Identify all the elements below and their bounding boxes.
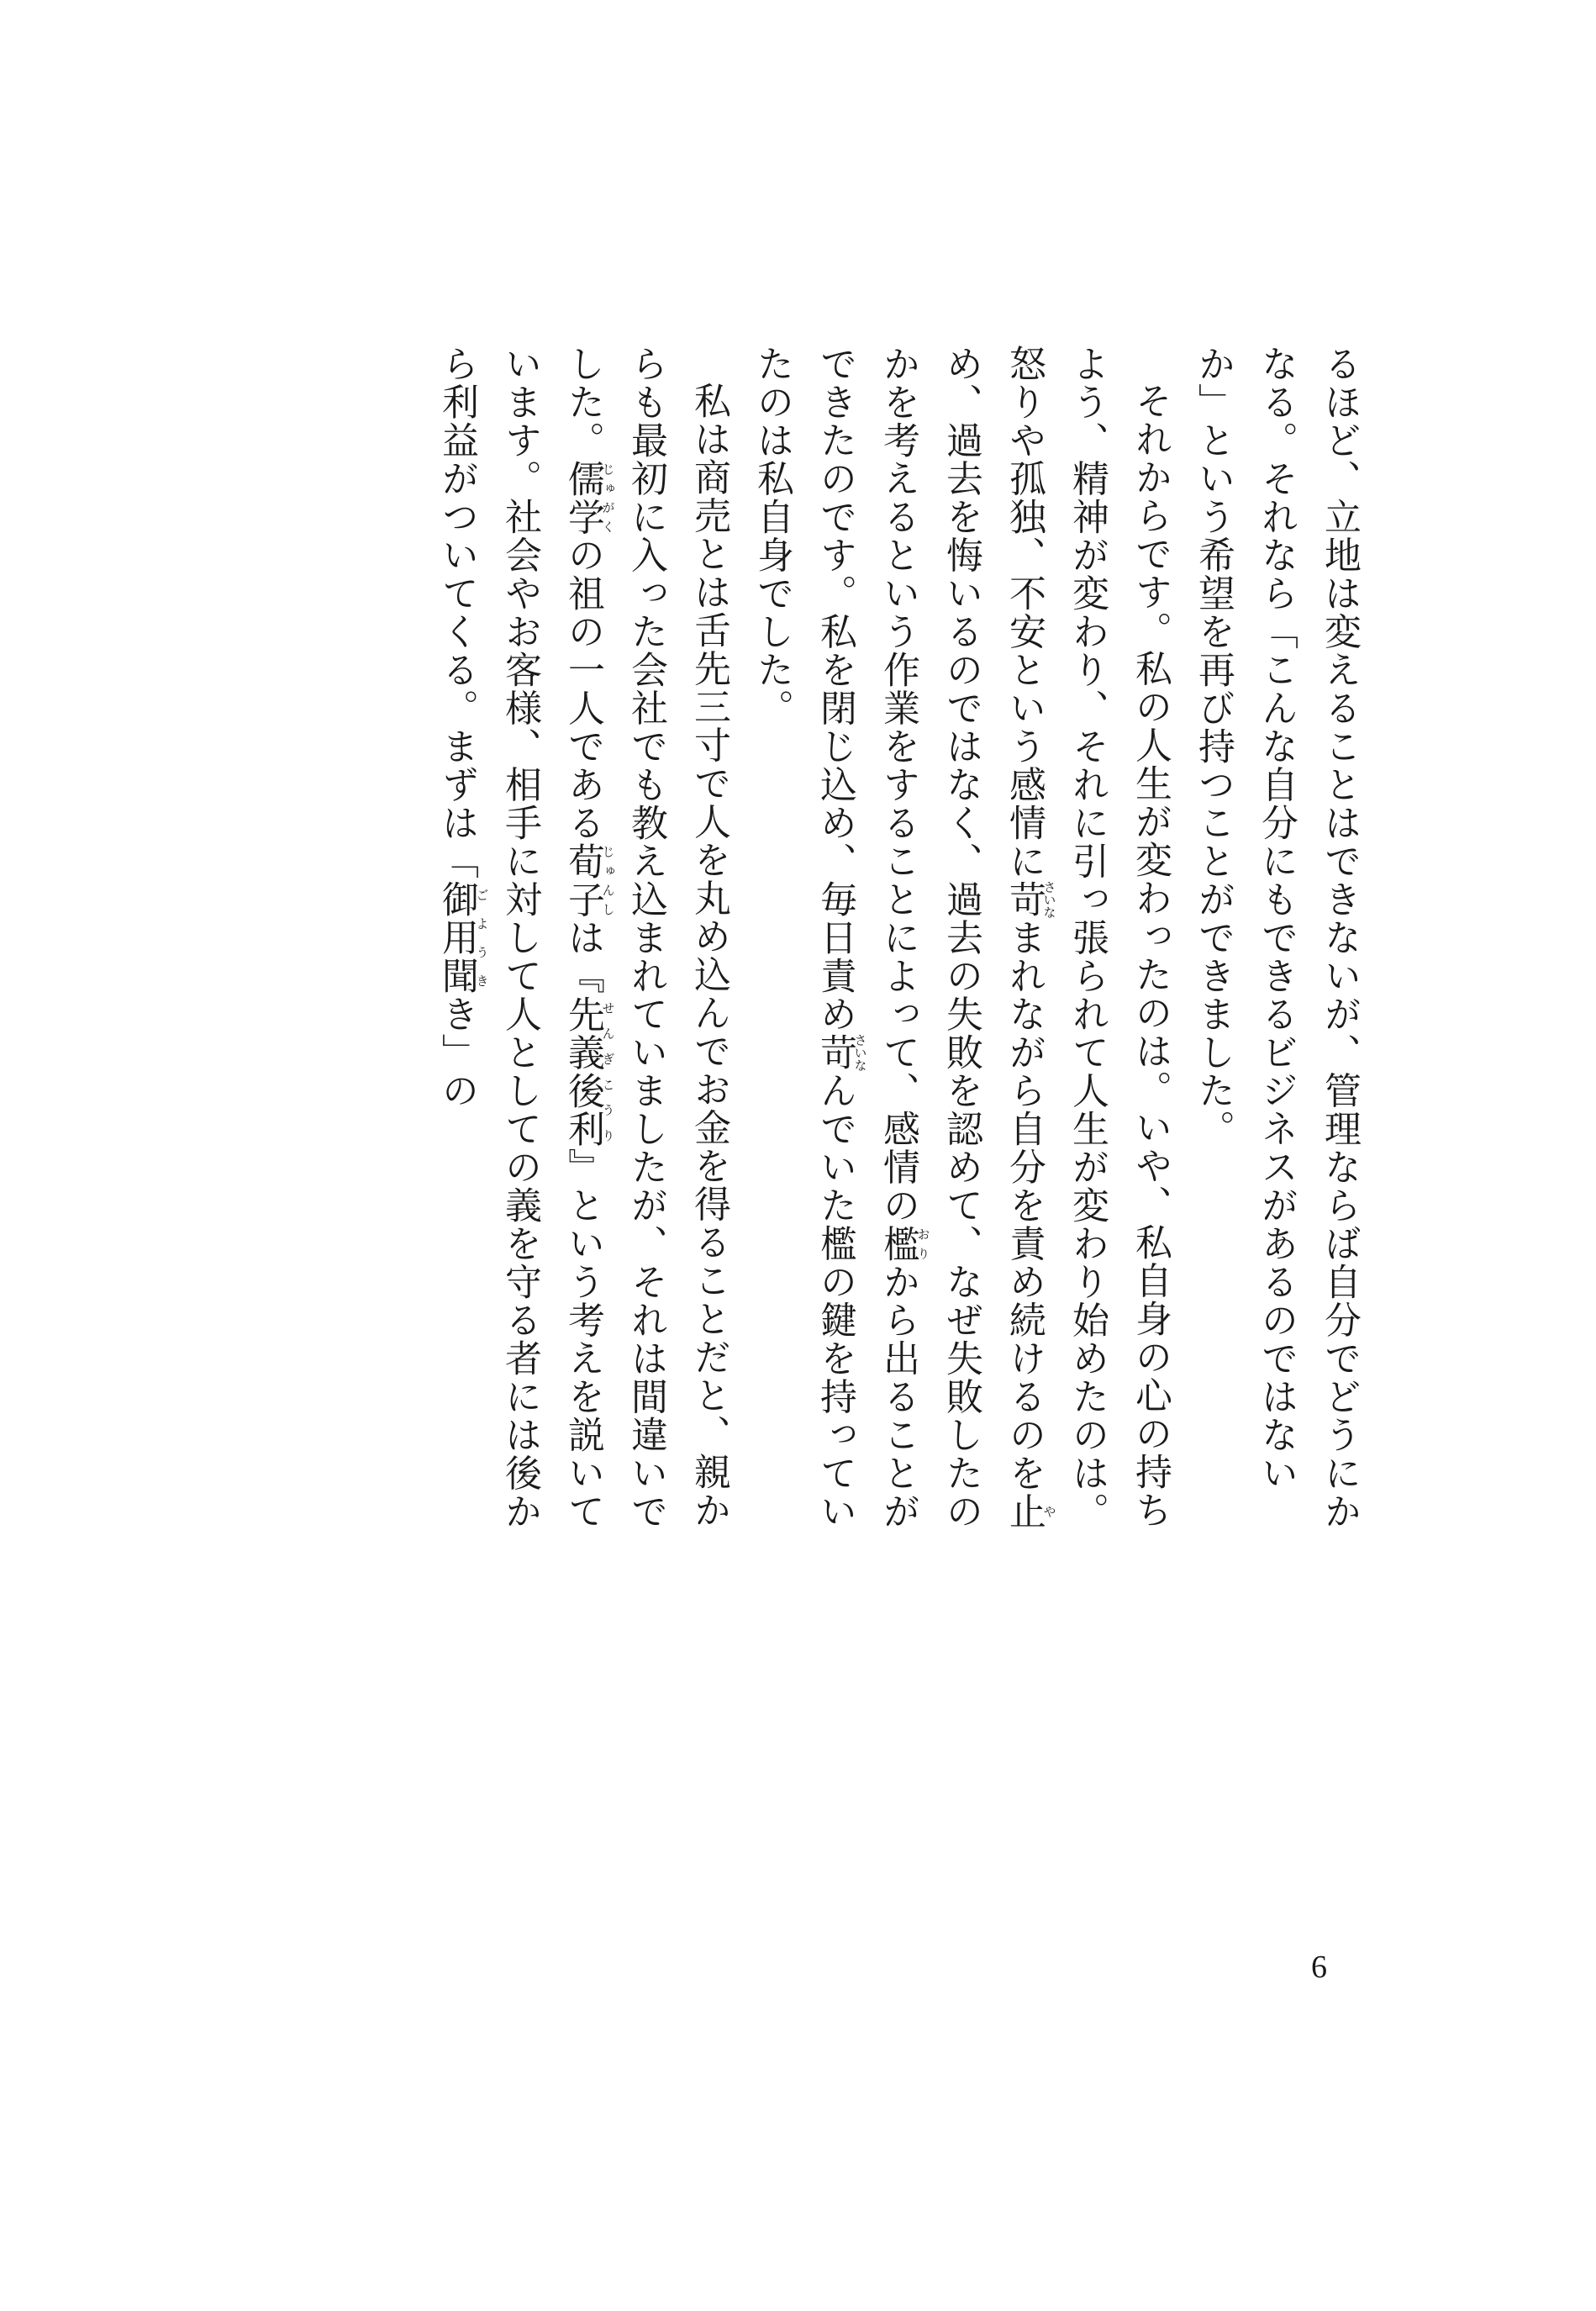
text-run: から出ることができたのです。私を閉じ込め、毎日責め bbox=[814, 345, 919, 1531]
ruby-annotation: 先義後利せんぎこうり bbox=[561, 995, 616, 1148]
text-run: は『 bbox=[561, 918, 604, 995]
vertical-text-body bbox=[425, 345, 1371, 1538]
paragraph bbox=[1182, 345, 1371, 1538]
ruby-annotation: 止や bbox=[1003, 1492, 1057, 1531]
text-run: それからです。私の人生が変わったのは。いや、私自身の心の持ちよう、精神が変わり、それに引っ張られて人生が変わり始めたのは。怒りや孤独、不安という感情に bbox=[1003, 345, 1172, 1531]
ruby-annotation: 儒学じゅがく bbox=[561, 459, 616, 536]
text-run: き」の bbox=[435, 995, 478, 1110]
paragraph bbox=[740, 345, 1182, 1538]
ruby-annotation: 荀子じゅんし bbox=[561, 842, 616, 919]
text-run: んでいた檻の鍵を持っていたのは私自身でした。 bbox=[751, 345, 856, 1531]
ruby-annotation: 苛さいな bbox=[814, 1033, 868, 1072]
text-run: の祖の一人である bbox=[561, 536, 604, 842]
ruby-annotation: 苛さいな bbox=[1003, 880, 1057, 919]
paragraph bbox=[425, 345, 740, 1538]
text-run: るほど、立地は変えることはできないが、管理ならば自分でどうにかなる。それなら「こんな自分にもできるビジネスがあるのではないか」という希望を再び持つことができました。 bbox=[1192, 345, 1361, 1531]
ruby-annotation: 御用聞ごようき bbox=[435, 880, 490, 995]
ruby-annotation: 檻おり bbox=[877, 1224, 931, 1263]
page-number: 6 bbox=[1311, 1950, 1327, 1985]
text-run: 私は商売とは舌先三寸で人を丸め込んでお金を得ることだと、親からも最初に入った会社でも教え込まれていましたが、それは間違いでした。 bbox=[561, 345, 730, 1531]
text-run: 』という考えを説いています。社会やお客様、相手に対して人としての義を守る者には後から利益がついてくる。まずは「 bbox=[435, 345, 604, 1531]
text-run: まれながら自分を責め続けるのを bbox=[1003, 918, 1046, 1492]
text-run: め、過去を悔いるのではなく、過去の失敗を認めて、なぜ失敗したのかを考えるという作業をすることによって、感情の bbox=[877, 345, 982, 1531]
